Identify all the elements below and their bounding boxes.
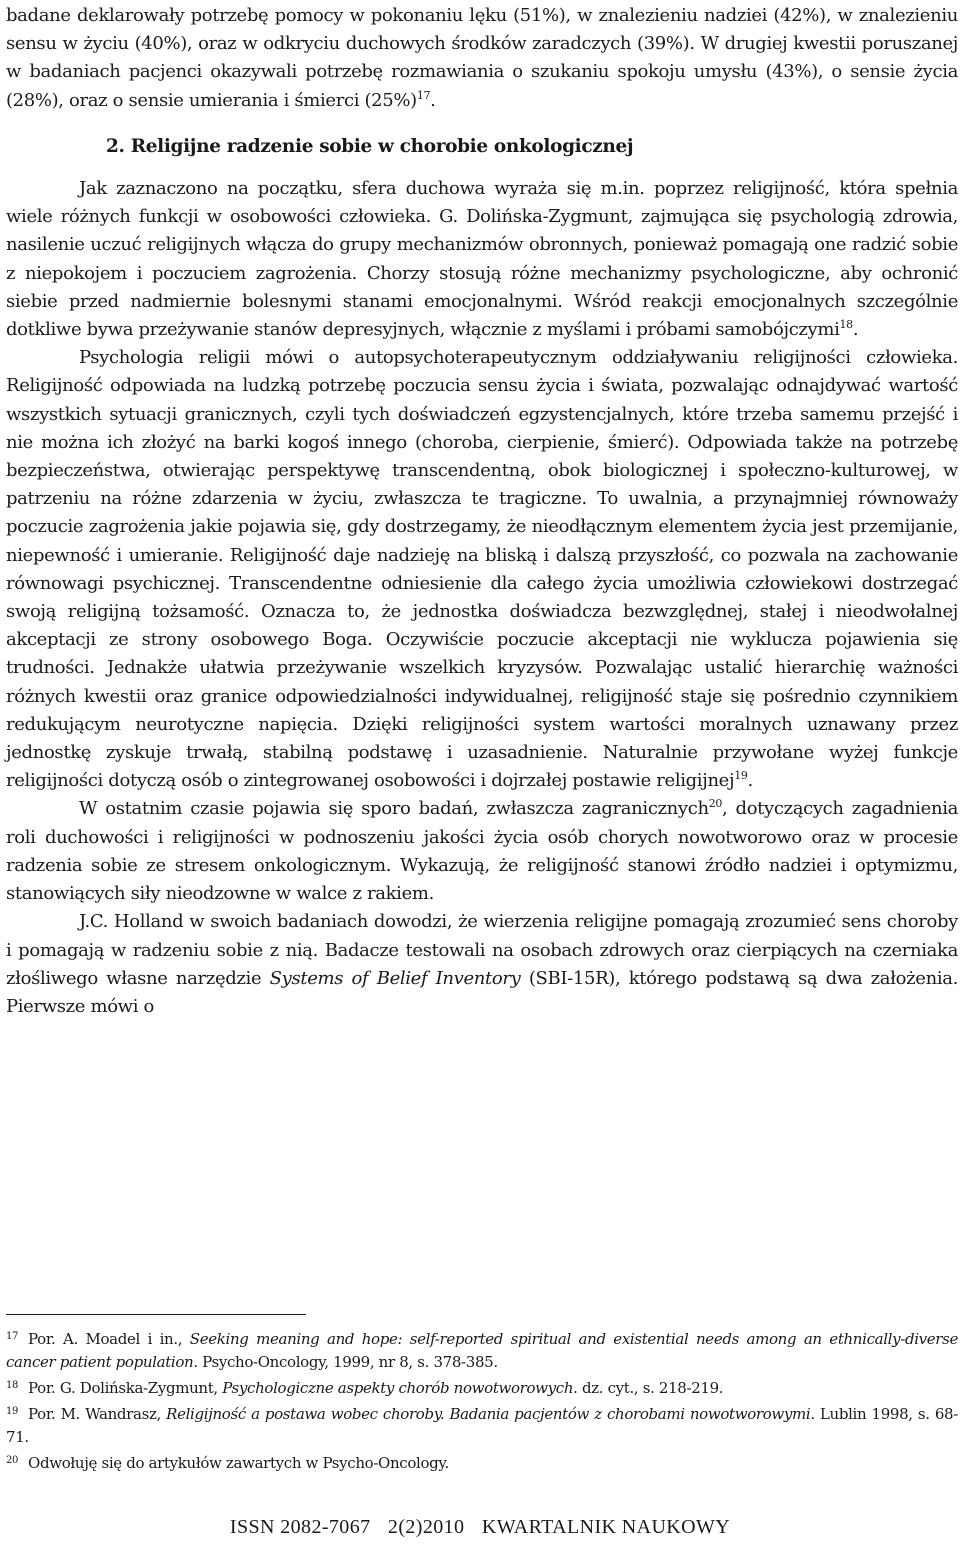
footer-issue: 2(2)2010 <box>387 1516 465 1538</box>
footnote-divider <box>6 1314 306 1315</box>
footnote: $^{19}$ Por. M. Wandrasz, Religijność a postawa wobec choroby. Badania pacjentów z chorobami nowotworowymi. Lublin 1998, s. 68-71. <box>6 1405 958 1446</box>
paragraph: J.C. Holland w swoich badaniach dowodzi, że wierzenia religijne pomagają zrozumieć sens choroby i pomagają w radzeniu sobie z nią. Badacze testowali na osobach zdrowych oraz cierpiących na czerniaka złośliwego własne narzędzie Systems of Belief Inventory (SBI-15R), którego podstawą są dwa założenia. Pierwsze mówi o <box>6 911 958 1017</box>
footnote-ref[interactable]: 20 <box>708 797 723 811</box>
paragraph: Jak zaznaczono na początku, sfera duchowa wyraża się m.in. poprzez religijność, która spełnia wiele różnych funkcji w osobowości człowieka. G. Dolińska-Zygmunt, zajmująca się psychologią zdrowia, nasilenie uczuć religijnych włącza do grupy mechanizmów obronnych, ponieważ pomagają one radzić sobie z niepokojem i poczuciem zagrożenia. Chorzy stosują różne mechanizmy psychologiczne, aby ochronić siebie przed nadmiernie bolesnymi stanami emocjonalnymi. Wśród reakcji emocjonalnych szczególnie dotkliwe bywa przeżywanie stanów depresyjnych, włącznie z myślami i próbami samobójczymi$^{18}$. <box>6 178 958 341</box>
footnote-ref[interactable]: 17 <box>416 88 431 102</box>
footnote-ref[interactable]: 18 <box>839 318 853 332</box>
footer-journal: KWARTALNIK NAUKOWY <box>481 1516 731 1538</box>
footnote: $^{18}$ Por. G. Dolińska-Zygmunt, Psychologiczne aspekty chorób nowotworowych. dz. cyt., s. 218-219. <box>6 1379 724 1397</box>
footnote-number: 19 <box>6 1406 19 1417</box>
italic-title: Systems of Belief Inventory <box>269 967 521 989</box>
footnotes <box>6 1325 958 1475</box>
section-heading: 2. Religijne radzenie sobie w chorobie onkologicznej <box>106 135 634 157</box>
main-text <box>6 2 958 1021</box>
footnote-number: 17 <box>6 1331 19 1342</box>
footnote: $^{20}$ Odwołuję się do artykułów zawartych w Psycho-Oncology. <box>6 1454 449 1472</box>
footnote-number: 18 <box>6 1380 19 1391</box>
footer-issn: ISSN 2082-7067 <box>229 1516 371 1538</box>
paragraph: W ostatnim czasie pojawia się sporo badań, zwłaszcza zagranicznych$^{20}$, dotyczących zagadnienia roli duchowości i religijności w podnoszeniu jakości życia osób chorych nowotworowo oraz w procesie radzenia sobie ze stresem onkologicznym. Wykazują, że religijność stanowi źródło nadziei i optymizmu, stanowiących siły nieodzowne w walce z rakiem. <box>6 797 958 905</box>
footnote-ref[interactable]: 19 <box>734 769 748 783</box>
footnote: $^{17}$ Por. A. Moadel i in., Seeking meaning and hope: self-reported spiritual and existential needs among an ethnically-diverse cancer patient population. Psycho-Oncology, 1999, nr 8, s. 378-385. <box>6 1330 958 1371</box>
footnote-number: 20 <box>6 1455 19 1466</box>
paragraph: Psychologia religii mówi o autopsychoterapeutycznym oddziaływaniu religijności człowieka. Religijność odpowiada na ludzką potrzebę poczucia sensu życia i świata, pozwalając odnajdywać wartość wszystkich sytuacji granicznych, czyli tych doświadczeń egzystencjalnych, które trzeba samemu przejść i nie można ich złożyć na barki kogoś innego (choroba, cierpienie, śmierć). Odpowiada także na potrzebę bezpieczeństwa, otwierając perspektywę transcendentną, obok biologicznej i społeczno-kulturowej, w patrzeniu na różne zdarzenia w życiu, zwłaszcza te tragiczne. To uwalnia, a przynajmniej równoważy poczucie zagrożenia jakie pojawia się, gdy dostrzegamy, że nieodłącznym elementem życia jest przemijanie, niepewność i umieranie. Religijność daje nadzieję na bliską i dalszą przyszłość, co pozwala na zachowanie równowagi psychicznej. Transcendentne odniesienie dla całego życia umożliwia człowiekowi dostrzegać swoją religijną tożsamość. Oznacza to, że jednostka doświadcza bezwzględnej, stałej i nieodwołalnej akceptacji ze strony osobowego Boga. Oczywiście poczucie akceptacji nie wyklucza pojawienia się trudności. Jednakże ułatwia przeżywanie wszelkich kryzysów. Pozwalając ustalić hierarchię ważności różnych kwestii oraz granice odpowiedzialności indywidualnej, religijność staje się pośrednio czynnikiem redukującym neurotyczne napięcia. Dzięki religijności system wartości moralnych uznawany przez jednostkę zyskuje trwałą, stabilną podstawę i uzasadnienie. Naturalnie przywołane wyżej funkcje religijności dotyczą osób o zintegrowanej osobowości i dojrzałej postawie religijnej$^{19}$. <box>6 347 958 792</box>
paragraph: badane deklarowały potrzebę pomocy w pokonaniu lęku (51%), w znalezieniu nadziei (42%), w znalezieniu sensu w życiu (40%), oraz w odkryciu duchowych środków zaradczych (39%). W drugiej kwestii poruszanej w badaniach pacjenci okazywali potrzebę rozmawiania o szukaniu spokoju umysłu (43%), o sensie życia (28%), oraz o sensie umierania i śmierci $(25\%)^{17}$. <box>6 5 958 111</box>
page-footer <box>0 1516 960 1539</box>
